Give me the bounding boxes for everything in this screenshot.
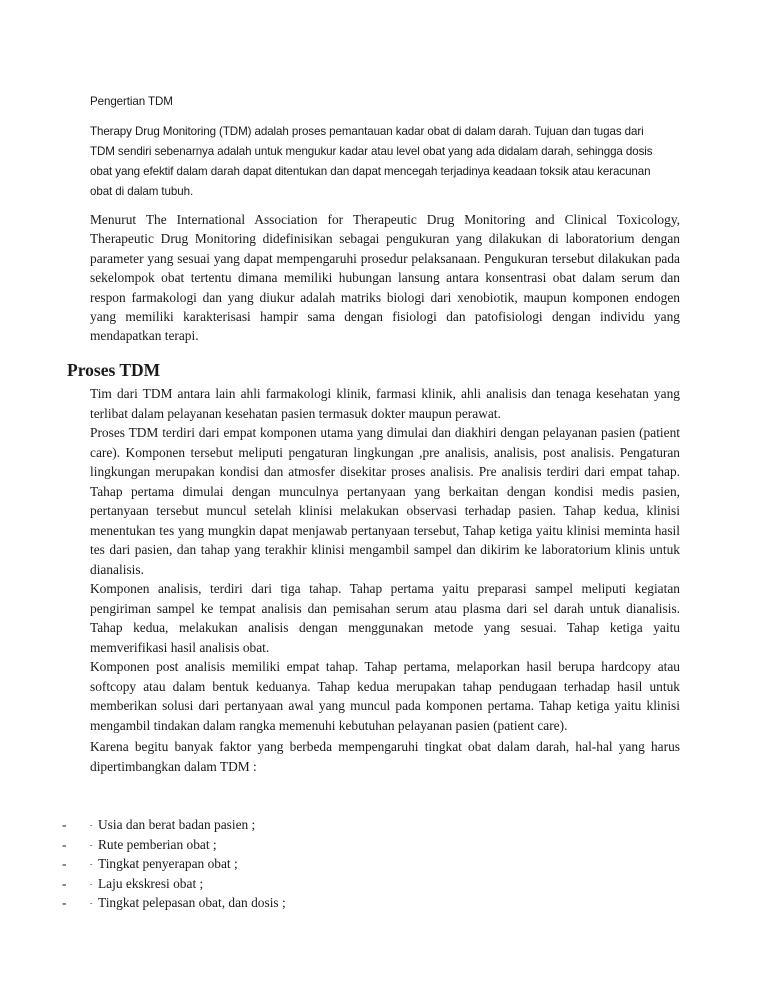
paragraph-komponen-tdm: Proses TDM terdiri dari empat komponen utama yang dimulai dan diakhiri dengan pelayanan pasien (patient care). Komponen tersebut meliputi pengaturan lingkungan ,pre analisis, analisis, post analisis. Pengaturan lingkungan merupakan kondisi dan atmosfer disekitar proses analisis. Pre analisis terdiri dari empat tahap. Tahap pertama dimulai dengan munculnya pertanyaan yang berkaitan dengan kondisi medis pasien, pertanyaan tersebut muncul setelah klinisi melakukan observasi terhadap pasien. Tahap kedua, klinisi menentukan tes yang mungkin dapat menjawab pertanyaan tersebut, Tahap ketiga yaitu klinisi meminta hasil tes dari pasien, dan tahap yang terakhir klinisi mengambil sampel dan dikirim ke laboratorium klinis untuk dianalisis. <box>90 425 680 577</box>
list-bullet: - <box>62 895 67 910</box>
list-item-text: Usia dan berat badan pasien ; <box>98 817 256 832</box>
paragraph-faktor-tdm: Karena begitu banyak faktor yang berbeda mempengaruhi tingkat obat dalam darah, hal-hal yang harus dipertimbangkan dalam TDM : <box>90 739 680 774</box>
paragraph-post-analisis: Komponen post analisis memiliki empat tahap. Tahap pertama, melaporkan hasil berupa hardcopy atau softcopy atau dalam bentuk keduanya. Tahap kedua merupakan tahap pendugaan terhadap hasil untuk memberikan solusi dari pertanyaan awal yang muncul pada komponen pertama. Tahap ketiga yaitu klinisi mengambil tindakan dalam rangka memenuhi kebutuhan pelayanan pasien (patient care). <box>90 659 680 733</box>
list-bullet: - <box>62 875 67 891</box>
section-heading-proses-tdm: Proses TDM <box>67 360 161 380</box>
paragraph-iatdmct-definition: Menurut The International Association for Therapeutic Drug Monitoring and Clinical Toxicology, Therapeutic Drug Monitoring didefinisikan sebagai pengukuran yang dilakukan di laboratorium dengan parameter yang sesuai yang dapat mempengaruhi prosedur pelaksanaan. Pengukuran tersebut dilakukan pada sekelompok obat tertentu dimana memiliki hubungan lansung antara konsentrasi obat dalam serum dan respon farmakologi dan yang diukur adalah matriks biologi dari xenobiotik, maupun komponen endogen yang memiliki karakterisasi hampir sama dengan fisiologi dan patofisiologi dengan individu yang mendapatkan terapi. <box>90 212 680 344</box>
list-item-text: Tingkat penyerapan obat ; <box>98 856 238 871</box>
list-bullet: - <box>62 856 67 871</box>
section-title-pengertian: Pengertian TDM <box>90 95 173 108</box>
list-sub-bullet: - <box>90 899 93 907</box>
paragraph-tim-tdm: Tim dari TDM antara lain ahli farmakologi klinik, farmasi klinik, ahli analisis dan tenaga kesehatan yang terlibat dalam pelayanan kesehatan pasien termasuk dokter maupun perawat. <box>90 386 680 421</box>
list-bullet: - <box>62 836 67 852</box>
list-sub-bullet: - <box>90 860 93 868</box>
list-bullet: - <box>62 817 67 832</box>
list-sub-bullet: - <box>90 840 93 849</box>
list-item-text: Tingkat pelepasan obat, dan dosis ; <box>98 895 286 910</box>
list-sub-bullet: - <box>90 879 93 888</box>
list-sub-bullet: - <box>90 821 93 829</box>
list-item-text: Laju ekskresi obat ; <box>98 875 204 891</box>
section-body-proses-tdm <box>90 384 680 776</box>
paragraph-komponen-analisis: Komponen analisis, terdiri dari tiga tahap. Tahap pertama yaitu preparasi sampel meliputi kegiatan pengiriman sampel ke tempat analisis dan pemisahan serum atau plasma dari sel darah untuk dianalisis. Tahap kedua, melakukan analisis dengan menggunakan metode yang sesuai. Tahap ketiga yaitu memverifikasi hasil analisis obat. <box>90 581 680 655</box>
list-item-text: Rute pemberian obat ; <box>98 836 217 852</box>
paragraph-tdm-definition: Therapy Drug Monitoring (TDM) adalah proses pemantauan kadar obat di dalam darah. Tujuan dan tugas dari TDM sendiri sebenarnya adalah untuk mengukur kadar atau level obat yang ada didalam darah, sehingga dosis obat yang efektif dalam darah dapat ditentukan dan dapat mencegah terjadinya keadaan toksik atau keracunan obat di dalam tubuh. <box>90 125 653 198</box>
